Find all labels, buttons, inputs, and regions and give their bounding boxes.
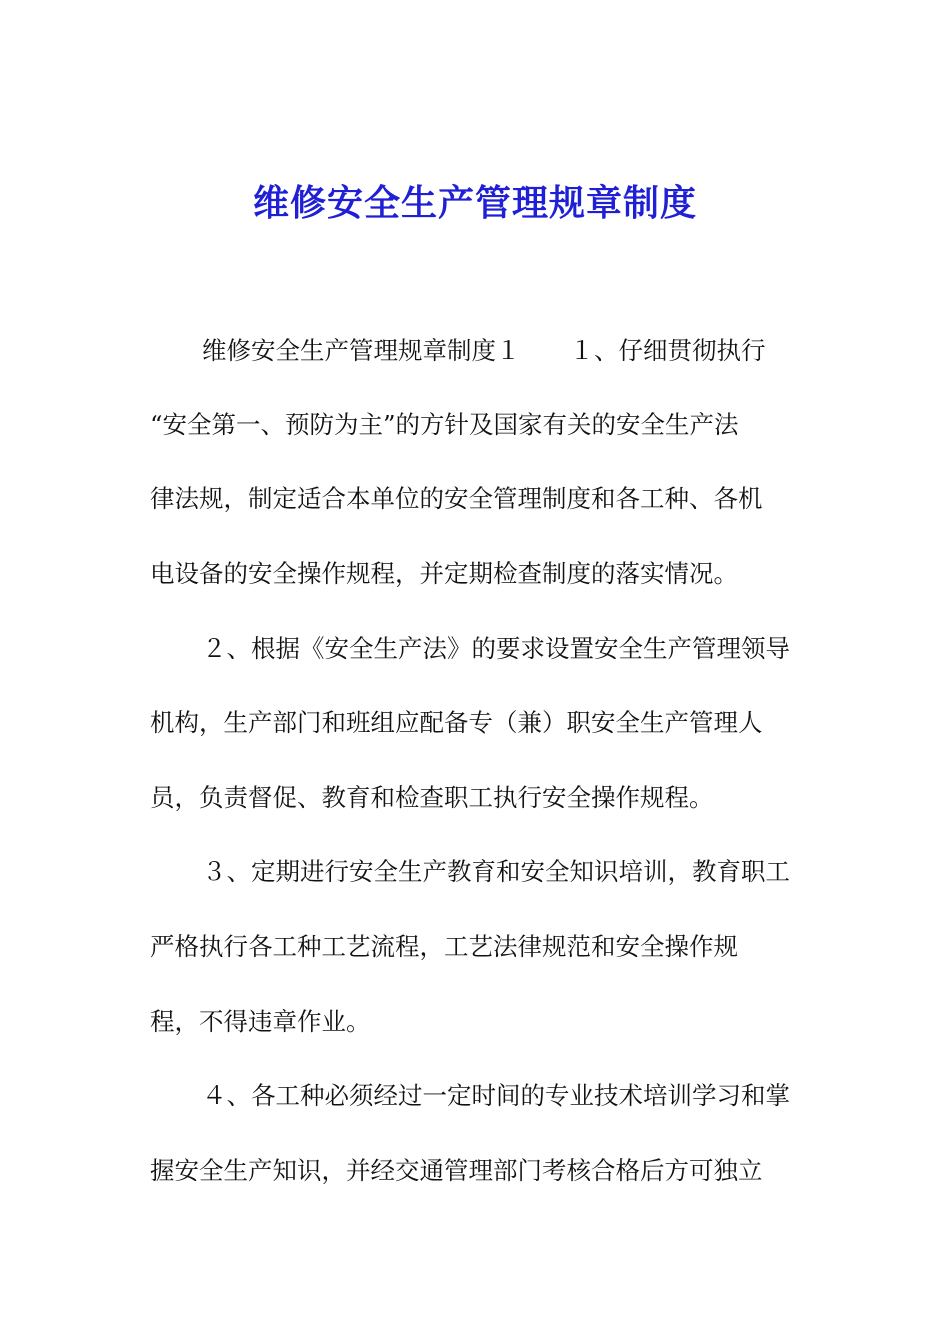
text-line: 员，负责督促、教育和检查职工执行安全操作规程。: [150, 783, 714, 812]
text-line: 电设备的安全操作规程，并定期检查制度的落实情况。: [150, 559, 738, 588]
text-line: 机构，生产部门和班组应配备专（兼）职安全生产管理人: [150, 708, 763, 737]
text-line: ４、各工种必须经过一定时间的专业技术培训学习和掌: [202, 1081, 790, 1110]
text-line: 程，不得违章作业。: [150, 1007, 371, 1036]
text-line: 握安全生产知识，并经交通管理部门考核合格后方可独立: [150, 1156, 763, 1185]
text-line: “安全第一、预防为主”的方针及国家有关的安全生产法: [150, 410, 739, 439]
text-line: ３、定期进行安全生产教育和安全知识培训，教育职工: [202, 857, 790, 886]
text-line: ２、根据《安全生产法》的要求设置安全生产管理领导: [202, 634, 790, 663]
document-title: 维修安全生产管理规章制度: [252, 182, 697, 224]
text-line: 严格执行各工种工艺流程，工艺法律规范和安全操作规: [150, 932, 738, 961]
text-line: 律法规，制定适合本单位的安全管理制度和各工种、各机: [150, 484, 763, 513]
text-line: 维修安全生产管理规章制度１ １、仔细贯彻执行: [202, 336, 766, 365]
